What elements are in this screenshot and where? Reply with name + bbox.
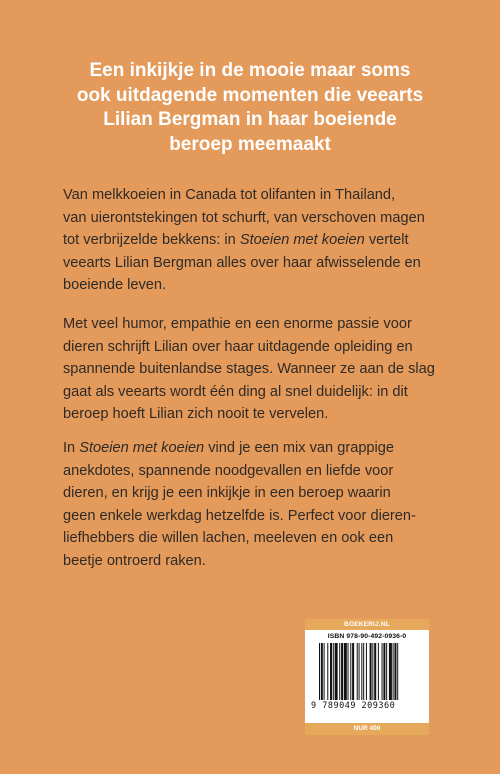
blurb-text: In [63, 440, 80, 456]
book-title-italic: Stoeien met koeien [239, 232, 365, 248]
barcode-digits: 9 789049 209360 [311, 701, 396, 711]
blurb-line: Met veel humor, empathie en een enorme passie voor [63, 316, 412, 332]
blurb-line: boeiende leven. [63, 277, 167, 293]
isbn-barcode-box [305, 619, 429, 735]
barcode-icon [319, 643, 423, 700]
blurb-line: spannende buitenlandse stages. Wanneer ze aan de slag [63, 361, 435, 377]
headline-line: ook uitdagende momenten die veearts [76, 84, 424, 106]
blurb-text: vertelt [364, 232, 409, 248]
blurb-line: dieren, en krijg je een inkijkje in een beroep waarin [63, 485, 391, 501]
blurb-line: gaat als veearts wordt één ding al snel duidelijk: in dit [63, 383, 408, 400]
blurb-line: dieren schrijft Lilian over haar uitdagende opleiding en [63, 338, 413, 355]
headline-line: beroep meemaakt [169, 133, 331, 155]
blurb-text: vind je een mix van grappige [204, 440, 395, 456]
blurb-paragraph-3 [63, 437, 453, 572]
blurb-line: geen enkele werkdag hetzelfde is. Perfect voor dieren- [63, 507, 416, 524]
blurb-text: tot verbrijzelde bekkens: in [63, 232, 240, 248]
headline-line: Een inkijkje in de mooie maar soms [89, 60, 411, 81]
cover-headline [40, 59, 460, 157]
blurb-line: liefhebbers die willen lachen, meeleven en ook een [63, 530, 394, 546]
nur-code: NUR 400 [305, 723, 429, 735]
blurb-line [63, 229, 453, 252]
blurb-line: veearts Lilian Bergman alles over haar afwisselende en [63, 254, 421, 271]
blurb-paragraph-1 [63, 184, 453, 297]
blurb-line [63, 437, 453, 460]
book-title-italic: Stoeien met koeien [79, 440, 205, 456]
headline-line: Lilian Bergman in haar boeiende [103, 109, 397, 130]
blurb-line: anekdotes, spannende noodgevallen en liefde voor [63, 462, 394, 479]
blurb-line: beetje ontroerd raken. [63, 552, 206, 569]
blurb-line: Van melkkoeien in Canada tot olifanten in Thailand, [63, 187, 396, 203]
blurb-line: beroep hoeft Lilian zich nooit te vervelen. [63, 406, 329, 422]
blurb-paragraph-2 [63, 313, 453, 426]
blurb-line: van uierontstekingen tot schurft, van verschoven magen [63, 209, 425, 226]
publisher-url: BOEKERIJ.NL [305, 619, 429, 630]
isbn-number: ISBN 978-90-492-0936-0 [327, 633, 407, 640]
